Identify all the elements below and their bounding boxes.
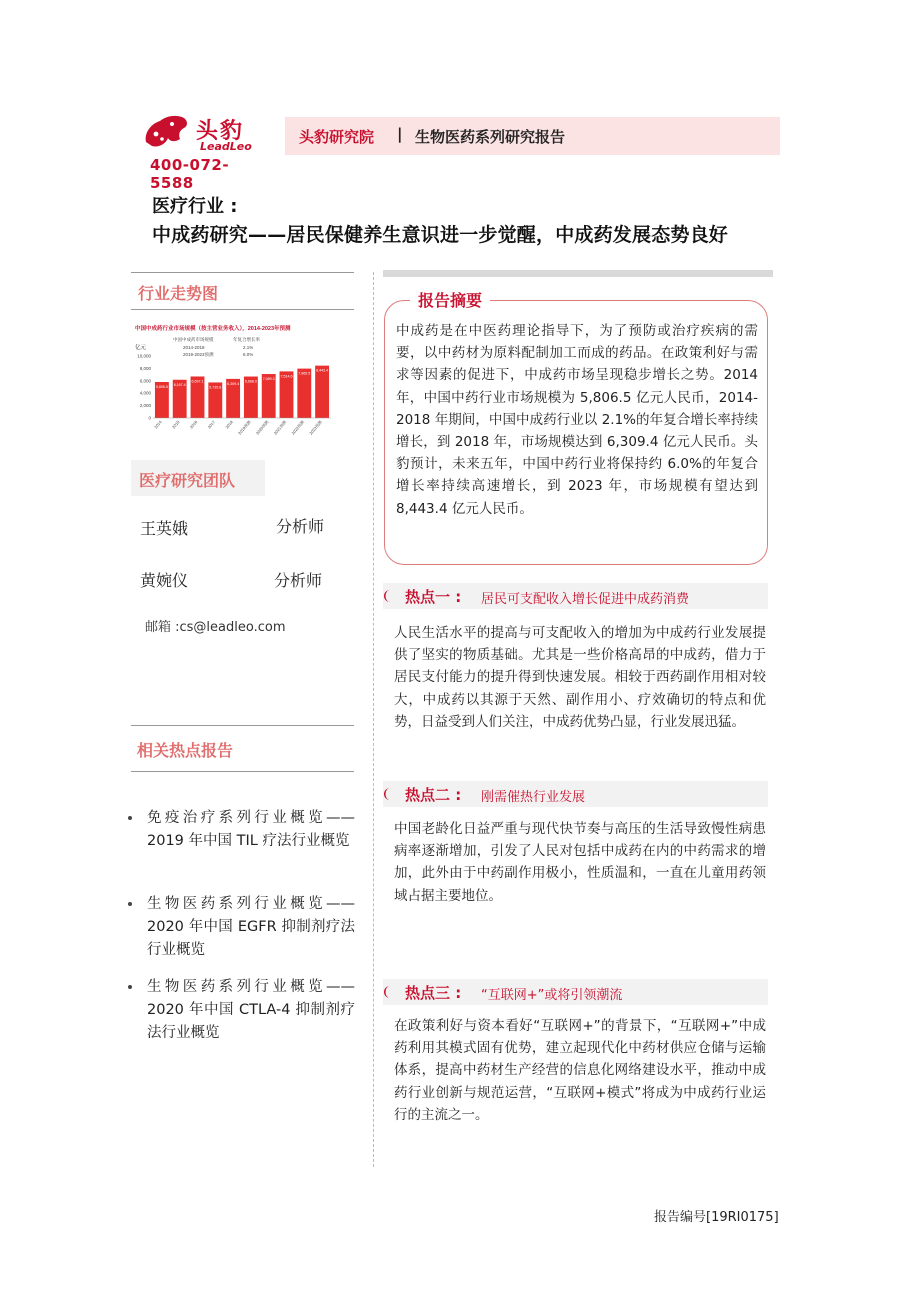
logo-text-cn: 头豹 <box>196 119 245 144</box>
report-number: 报告编号[19RI0175] <box>654 1210 779 1225</box>
chart-legend <box>173 336 260 358</box>
team-heading: 医疗研究团队 <box>139 471 236 490</box>
page-title-category: 医疗行业 : <box>152 196 238 217</box>
company-logo <box>142 112 272 192</box>
hotspot-header <box>383 781 768 807</box>
legend-cagr-2: 6.0% <box>243 352 254 357</box>
legend-cagr-header: 年复合增长率 <box>233 337 260 342</box>
y-tick-label: 4,000 <box>139 390 151 396</box>
chart-svg <box>131 322 341 442</box>
trend-heading: 行业走势图 <box>138 284 219 303</box>
bar-value-label: 6,688.0 <box>244 379 257 384</box>
bar-value-label: 6,309.4 <box>227 381 240 386</box>
x-tick-label: 2022预测 <box>290 419 306 436</box>
legend-period-2: 2019-2023预测 <box>183 352 214 357</box>
y-tick-label: 0 <box>148 415 151 421</box>
analyst-name: 王英娥 <box>140 519 189 538</box>
summary-text: 中成药是在中医药理论指导下，为了预防或治疗疾病的需要，以中药材为原料配制加工而成的药品。在政策利好与需求等因素的促进下，中成药市场呈现稳步增长之势。2014 年，中国中药行业市场规模为 5,806.5 亿元人民币，2014-2018 年期间，中国中成药行业以 2.1%的年复合增长率持续增长，到 2018 年，市场规模达到 6,309.4 亿元人民币。头豹预计，未来五年，中国中药行业将保持约 6.0%的年复合增长率持续高速增长，到 2023 年，市场规模有望达到 8,443.4 亿元人民币。 <box>396 323 758 517</box>
hotspot-header <box>383 583 768 609</box>
summary-heading-wrap <box>410 288 490 311</box>
divider <box>131 272 354 273</box>
hotspot-text: 人民生活水平的提高与可支配收入的增加为中成药行业发展提供了坚实的物质基础。尤其是一些价格高昂的中成药，借力于居民支付能力的提升得到快速发展。相较于西药副作用相对较大，中成药以其源于天然、副作用小、疗效确切的特点和优势，日益受到人们关注，中成药优势凸显，行业发展迅猛。 <box>394 625 766 730</box>
top-rule-bar <box>383 270 773 277</box>
bar-value-label: 8,443.4 <box>316 368 329 373</box>
bullet-icon <box>128 985 132 989</box>
hotspot-subtitle: 居民可支配收入增长促进中成药消费 <box>481 592 690 607</box>
header-band <box>285 117 780 155</box>
x-tick-label: 2018 <box>224 419 234 430</box>
bar <box>297 369 311 418</box>
analyst-role: 分析师 <box>274 571 323 590</box>
chart-x-axis <box>153 418 331 436</box>
hotspot-text: 在政策利好与资本看好“互联网+”的背景下，“互联网+”中成药利用其模式固有优势，建立起现代化中药材供应仓储与运输体系，提高中药材生产经营的信息化网络建设水平，推动中成药行业创新与规范运营，“互联网+模式”将成为中成药行业运行的主流之一。 <box>394 1018 766 1123</box>
bar-value-label: 5,806.5 <box>155 384 168 389</box>
leopard-logo-icon <box>142 112 190 154</box>
legend-cagr-1: 2.1% <box>243 345 254 350</box>
team-heading-band <box>131 460 265 496</box>
bar-value-label: 7,514.6 <box>280 374 293 379</box>
hotspot-label: 热点一 : <box>405 588 462 606</box>
page-title: 中成药研究——居民保健养生意识进一步觉醒，中成药发展态势良好 <box>152 224 729 246</box>
y-tick-label: 6,000 <box>139 378 151 384</box>
analyst-name: 黄婉仪 <box>140 571 189 590</box>
bar-value-label: 7,965.5 <box>298 371 311 376</box>
bullet-icon <box>128 816 132 820</box>
header-separator: | <box>397 125 403 143</box>
divider <box>131 771 354 772</box>
phone-number: 400-072-5588 <box>150 156 230 192</box>
hotspot-header <box>383 979 768 1005</box>
crescent-icon <box>381 787 395 801</box>
related-report-link[interactable]: 生物医药系列行业概览——2020 年中国 EGFR 抑制剂疗法行业概览 <box>147 896 355 958</box>
chart-ylabel: 亿元 <box>135 345 147 351</box>
x-tick-label: 2014 <box>153 419 163 430</box>
market-size-chart <box>131 322 341 442</box>
related-report-link[interactable]: 生物医药系列行业概览——2020 年中国 CTLA-4 抑制剂疗法行业概览 <box>147 979 355 1041</box>
bar <box>315 366 329 418</box>
report-series: 生物医药系列研究报告 <box>415 128 566 146</box>
bar-value-label: 6,697.1 <box>191 379 204 384</box>
x-tick-label: 2023预测 <box>308 419 323 436</box>
divider <box>131 309 354 310</box>
chart-y-axis <box>137 354 151 421</box>
analyst-role: 分析师 <box>276 517 325 536</box>
crescent-icon <box>381 985 395 999</box>
institute-name: 头豹研究院 <box>299 128 375 146</box>
y-tick-label: 8,000 <box>139 365 151 371</box>
logo-text-en: LeadLeo <box>200 140 252 153</box>
hotspot-text: 中国老龄化日益严重与现代快节奏与高压的生活导致慢性病患病率逐渐增加，引发了人民对包括中成药在内的中药需求的增加，此外由于中药副作用极小，性质温和，一直在儿童用药领域占据主要地位。 <box>394 821 766 904</box>
chart-title: 中国中成药行业市场规模（按主营业务收入），2014-2023年预测 <box>135 326 291 332</box>
related-heading: 相关热点报告 <box>137 741 234 760</box>
x-tick-label: 2019预测 <box>236 419 252 436</box>
x-tick-label: 2017 <box>206 419 217 430</box>
contact-email[interactable]: 邮箱 :cs@leadleo.com <box>145 620 286 635</box>
x-tick-label: 2016 <box>188 419 199 430</box>
y-tick-label: 10,000 <box>137 353 151 359</box>
bar-value-label: 7,089.3 <box>262 377 275 382</box>
x-tick-label: 2015 <box>170 419 181 430</box>
legend-series-label: 中国中成药市场规模 <box>173 337 214 342</box>
hotspot-subtitle: “互联网+”或将引领潮流 <box>481 988 623 1003</box>
x-tick-label: 2021预测 <box>272 419 288 436</box>
divider <box>131 725 354 726</box>
hotspot-subtitle: 刚需催热行业发展 <box>481 790 586 805</box>
column-divider <box>373 272 374 1167</box>
crescent-icon <box>381 589 395 603</box>
summary-heading: 报告摘要 <box>418 291 483 310</box>
hotspot-label: 热点三 : <box>405 984 462 1002</box>
x-tick-label: 2020预测 <box>254 419 270 436</box>
bar-value-label: 5,735.8 <box>209 385 222 390</box>
chart-bars <box>155 366 329 418</box>
y-tick-label: 2,000 <box>139 403 151 409</box>
related-report-link[interactable]: 免疫治疗系列行业概览——2019 年中国 TIL 疗法行业概览 <box>147 810 355 849</box>
bar-value-label: 6,167.4 <box>173 382 186 387</box>
legend-period-1: 2014-2018 <box>183 345 205 350</box>
bullet-icon <box>128 902 132 906</box>
hotspot-label: 热点二 : <box>405 786 462 804</box>
